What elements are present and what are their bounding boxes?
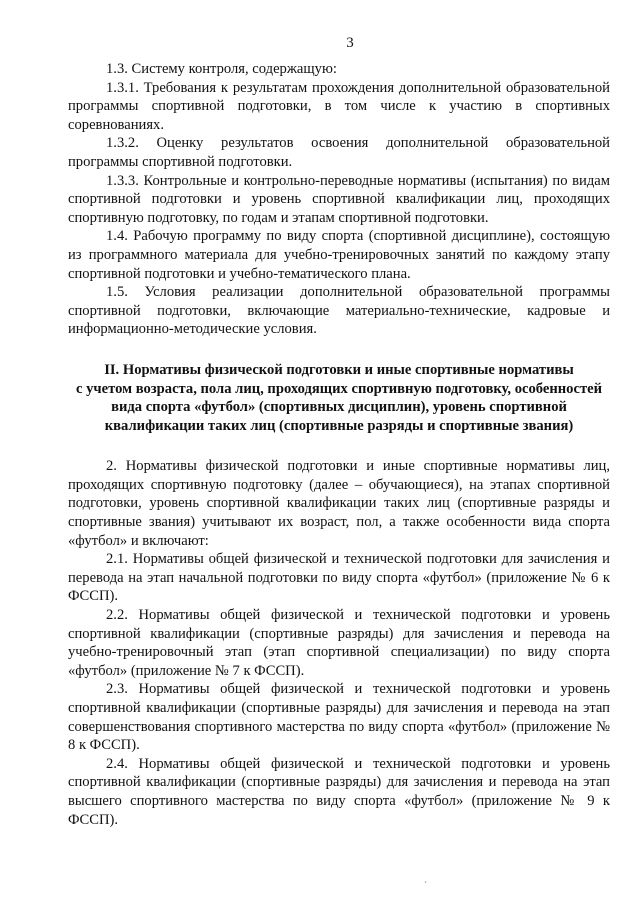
heading-line: квалификации таких лиц (спортивные разряды и спортивные звания) xyxy=(104,417,574,434)
item-2-3: 2.3. Нормативы общей физической и технической подготовки и уровень спортивной квалификации (спортивные разряды) для зачисления и перевода на этап совершенствования спортивного мастерства по виду спорта «футбол» (приложение № 8 к ФССП). xyxy=(68,681,610,754)
page-number: 3 xyxy=(346,35,354,51)
item-2-4: 2.4. Нормативы общей физической и технической подготовки и уровень спортивной квалификации (спортивные разряды) для зачисления и перевода на этап высшего спортивного мастерства по виду спорта «футбол» (приложение № 9 к ФССП). xyxy=(68,755,610,828)
heading-line: с учетом возраста, пола лиц, проходящих спортивную подготовку, особенностей xyxy=(76,380,602,397)
item-2-1: 2.1. Нормативы общей физической и технической подготовки для зачисления и перевода на этап начальной подготовки по виду спорта «футбол» (приложение № 6 к ФССП). xyxy=(68,551,610,605)
item-1-3-2: 1.3.2. Оценку результатов освоения дополнительной образовательной программы спортивной подготовки. xyxy=(68,135,610,170)
item-1-3-3: 1.3.3. Контрольные и контрольно-переводные нормативы (испытания) по видам спортивной подготовки и уровень спортивной квалификации лиц, проходящих спортивную подготовку, по годам и этапам спортивной подготовки. xyxy=(68,172,610,226)
heading-line: вида спорта «футбол» (спортивных дисциплин), уровень спортивной xyxy=(111,399,567,416)
heading-line: II. Нормативы физической подготовки и иные спортивные нормативы xyxy=(104,361,574,378)
item-1-3: 1.3. Систему контроля, содержащую: xyxy=(106,61,337,77)
section-2-items xyxy=(68,457,610,829)
scan-mark: ˊ xyxy=(424,880,427,890)
item-2: 2. Нормативы физической подготовки и иные спортивные нормативы лиц, проходящих спортивную подготовку (далее – обучающиеся), на этапах спортивной подготовки, уровень спортивной квалификации таких лиц (спортивные разряды и спортивные звания) учитывают их возраст, пол, а также особенности вида спорта «футбол» и включают: xyxy=(68,458,610,549)
section-2-heading xyxy=(68,361,610,435)
section-1-items xyxy=(68,60,610,339)
item-1-3-1: 1.3.1. Требования к результатам прохождения дополнительной образовательной программы спортивной подготовки, в том числе к участию в спортивных соревнованиях. xyxy=(68,79,610,133)
item-1-4: 1.4. Рабочую программу по виду спорта (спортивной дисциплине), состоящую из программного материала для учебно-тренировочных занятий по каждому этапу спортивной подготовки и учебно-тематического плана. xyxy=(68,228,610,282)
item-1-5: 1.5. Условия реализации дополнительной образовательной программы спортивной подготовки, включающие материально-технические, кадровые и информационно-методические условия. xyxy=(68,284,610,338)
item-2-2: 2.2. Нормативы общей физической и технической подготовки и уровень спортивной квалификации (спортивные разряды) для зачисления и перевода на учебно-тренировочный этап (этап спортивной специализации) по виду спорта «футбол» (приложение № 7 к ФССП). xyxy=(68,607,610,679)
